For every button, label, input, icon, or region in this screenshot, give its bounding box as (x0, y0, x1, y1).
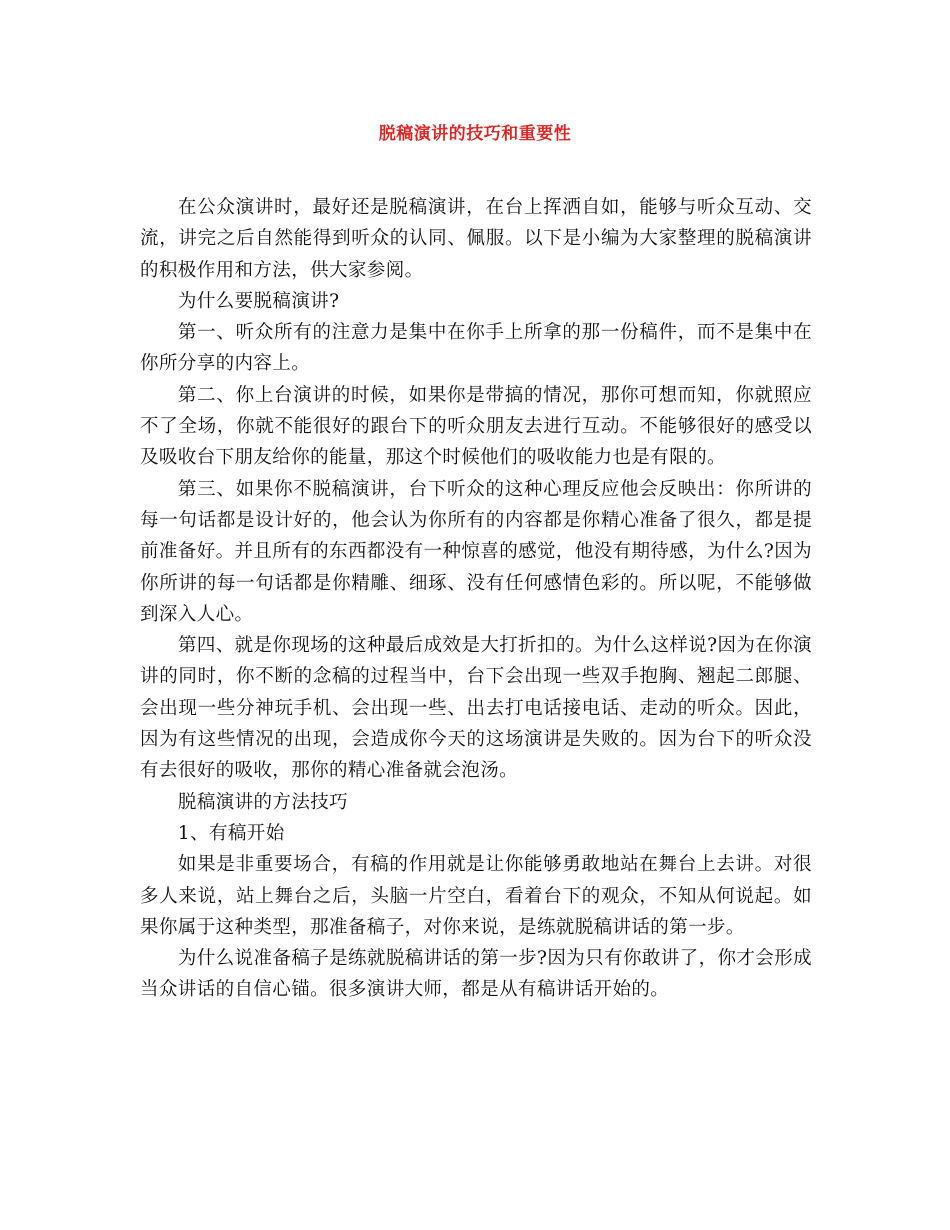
subheading-method-1: 1、有稿开始 (177, 822, 285, 844)
paragraph-reason-1: 第一、听众所有的注意力是集中在你手上所拿的那一份稿件，而不是集中在你所分享的内容上。 (140, 322, 812, 375)
document-title: 脱稿演讲的技巧和重要性 (378, 124, 572, 144)
section-heading-methods: 脱稿演讲的方法技巧 (177, 791, 349, 813)
document-body (140, 192, 812, 1006)
paragraph-intro: 在公众演讲时，最好还是脱稿演讲，在台上挥洒自如，能够与听众互动、交流，讲完之后自然能得到听众的认同、佩服。以下是小编为大家整理的脱稿演讲的积极作用和方法，供大家参阅。 (140, 197, 812, 281)
paragraph-reason-4: 第四、就是你现场的这种最后成效是大打折扣的。为什么这样说?因为在你演讲的同时，你不断的念稿的过程当中，台下会出现一些双手抱胸、翘起二郎腿、会出现一些分神玩手机、会出现一些、出去打电话接电话、走动的听众。因此，因为有这些情况的出现，会造成你今天的这场演讲是失败的。因为台下的听众没有去很好的吸收，那你的精心准备就会泡汤。 (140, 635, 812, 782)
paragraph-reason-2: 第二、你上台演讲的时候，如果你是带搞的情况，那你可想而知，你就照应不了全场，你就不能很好的跟台下的听众朋友去进行互动。不能够很好的感受以及吸收台下朋友给你的能量，那这个时候他们的吸收能力也是有限的。 (140, 384, 812, 469)
paragraph-method-1-why: 为什么说准备稿子是练就脱稿讲话的第一步?因为只有你敢讲了，你才会形成当众讲话的自信心锚。很多演讲大师，都是从有稿讲话开始的。 (140, 948, 812, 1001)
paragraph-method-1: 如果是非重要场合，有稿的作用就是让你能够勇敢地站在舞台上去讲。对很多人来说，站上舞台之后，头脑一片空白，看着台下的观众，不知从何说起。如果你属于这种类型，那准备稿子，对你来说，是练就脱稿讲话的第一步。 (140, 854, 812, 938)
paragraph-reason-3: 第三、如果你不脱稿演讲，台下听众的这种心理反应他会反映出：你所讲的每一句话都是设计好的，他会认为你所有的内容都是你精心准备了很久，都是提前准备好。并且所有的东西都没有一种惊喜的感觉，他没有期待感，为什么?因为你所讲的每一句话都是你精雕、细琢、没有任何感情色彩的。所以呢，不能够做到深入人心。 (140, 478, 812, 625)
section-heading-why: 为什么要脱稿演讲? (177, 290, 340, 312)
